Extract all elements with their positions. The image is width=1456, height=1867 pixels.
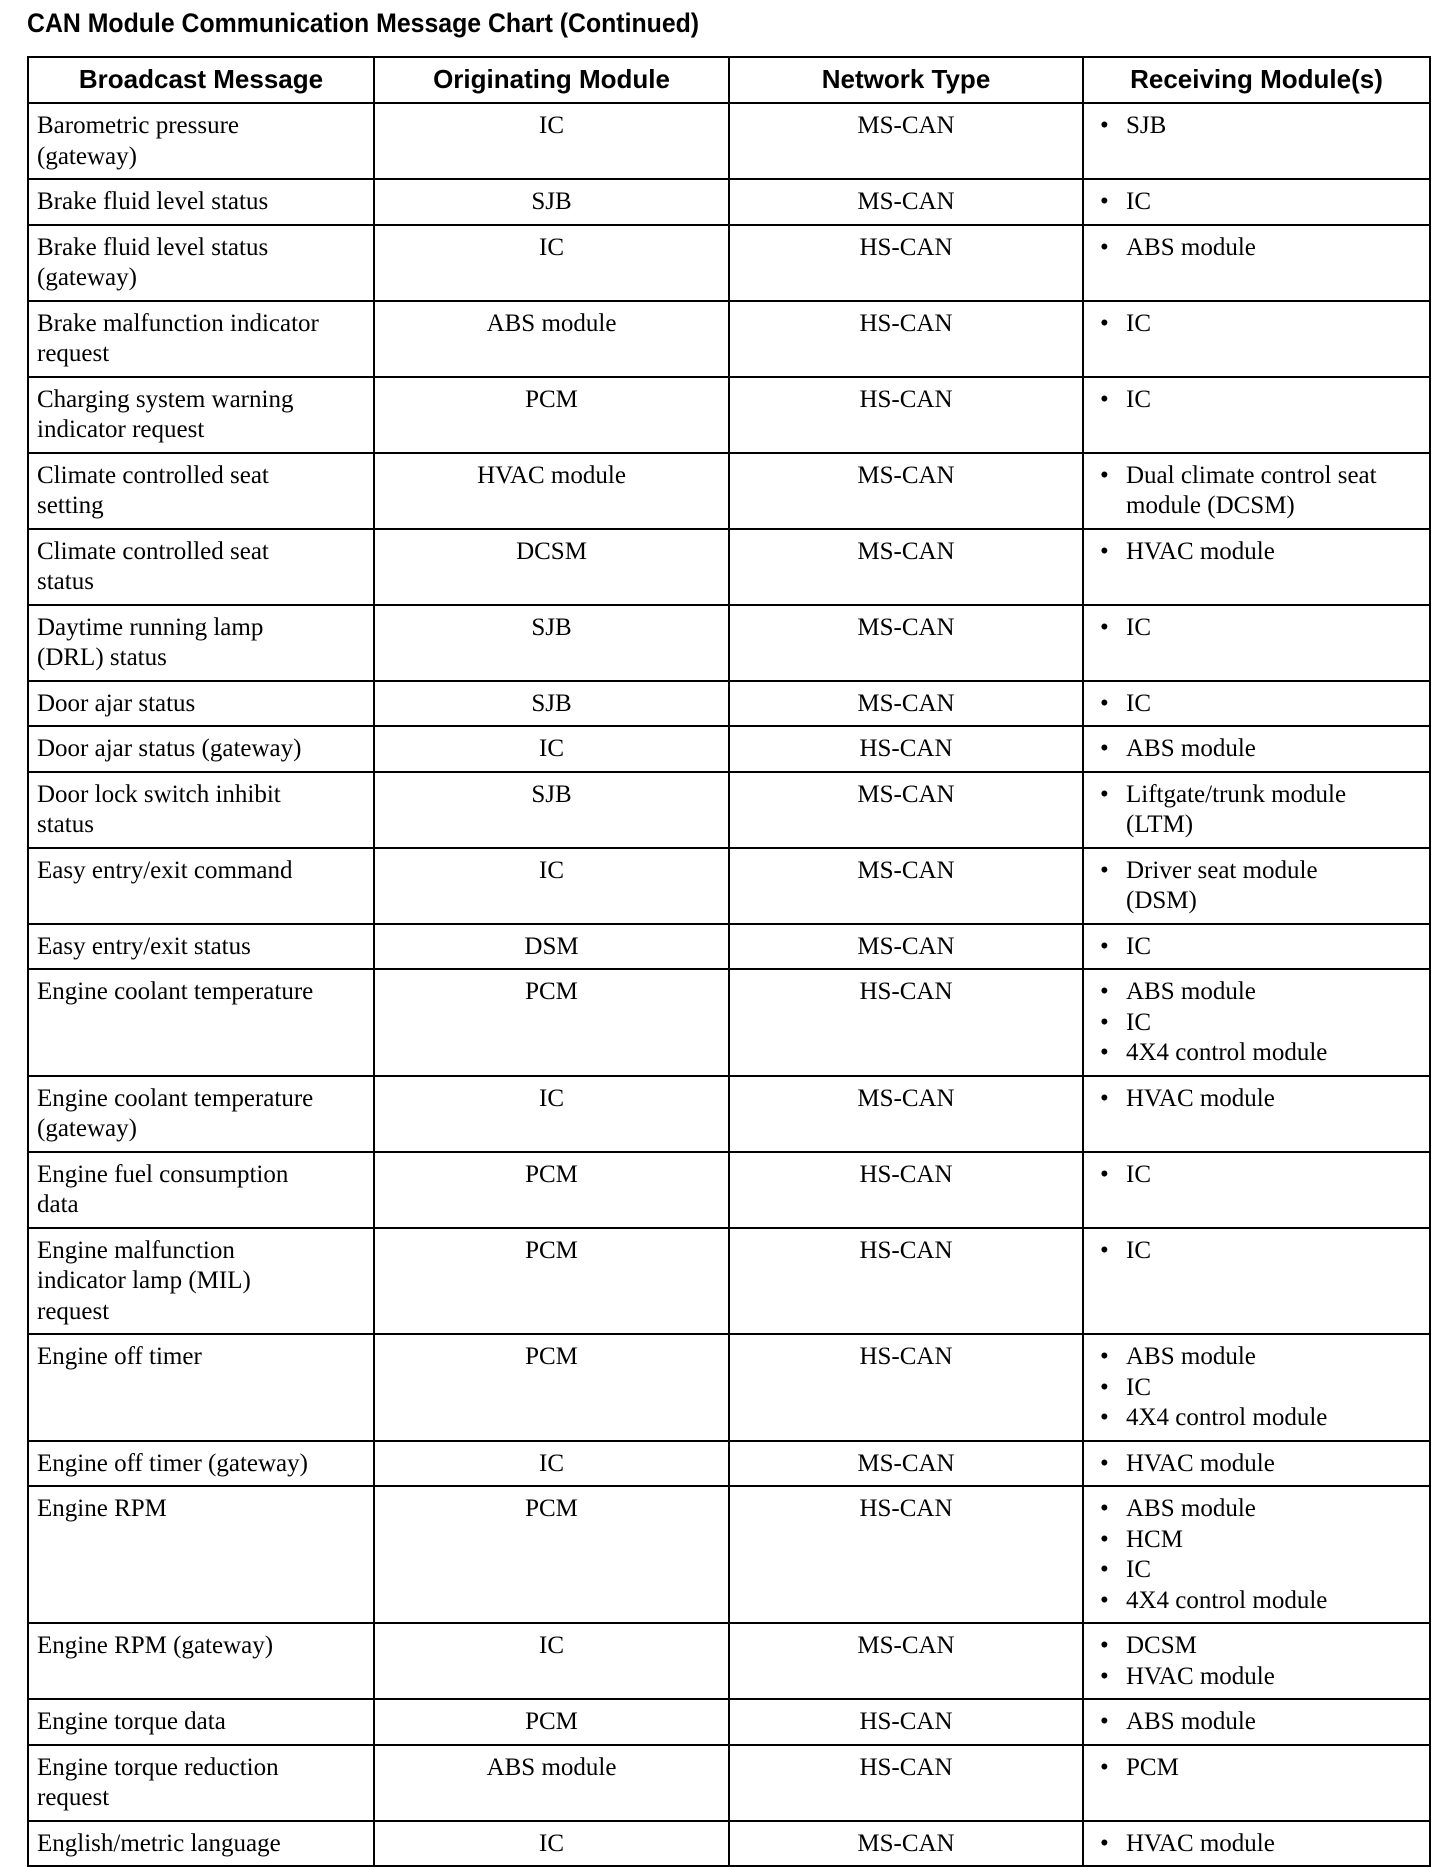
receiver-line: (LTM): [1126, 811, 1194, 838]
receiving-modules-cell: [1083, 1152, 1430, 1228]
receiver-item: [1092, 734, 1421, 765]
network-type-cell: HS-CAN: [729, 726, 1083, 772]
receiver-text: [1126, 187, 1151, 218]
receiver-text: [1126, 537, 1275, 568]
table-row: [28, 924, 1430, 970]
receiving-modules-cell: [1083, 1486, 1430, 1623]
network-type-cell: HS-CAN: [729, 377, 1083, 453]
bullet-icon: •: [1100, 1373, 1109, 1401]
page-title: CAN Module Communication Message Chart (Continued): [27, 8, 700, 38]
network-type-cell: HS-CAN: [729, 1745, 1083, 1821]
receiving-modules-cell: [1083, 529, 1430, 605]
header-broadcast-message: Broadcast Message: [28, 57, 374, 103]
table-row: [28, 1745, 1430, 1821]
receiving-modules-cell: [1083, 605, 1430, 681]
message-line: Engine torque reduction: [37, 1753, 279, 1781]
receiving-modules-cell: [1083, 772, 1430, 848]
receiver-line: IC: [1126, 613, 1151, 641]
receiver-line: IC: [1126, 689, 1151, 717]
receiver-text: [1126, 1753, 1179, 1784]
receiver-item: [1092, 1555, 1421, 1586]
bullet-icon: •: [1100, 1495, 1109, 1522]
bullet-icon: •: [1100, 112, 1109, 139]
message-line: English/metric language: [37, 1829, 281, 1857]
table-row: [28, 103, 1430, 179]
receiver-line: IC: [1126, 1556, 1151, 1583]
receiving-modules-cell: [1083, 1623, 1430, 1699]
originating-module-cell: IC: [374, 103, 729, 179]
bullet-icon: •: [1100, 1662, 1109, 1690]
message-line: (gateway): [37, 264, 137, 291]
message-line: Engine malfunction: [37, 1236, 235, 1264]
receiver-item: [1092, 1236, 1421, 1267]
receiver-text: [1126, 1662, 1275, 1693]
originating-module-cell: SJB: [374, 605, 729, 681]
network-type-cell: HS-CAN: [729, 1334, 1083, 1441]
broadcast-message-cell: [28, 681, 374, 727]
receiver-line: IC: [1126, 1160, 1151, 1188]
receiver-text: [1126, 1008, 1151, 1039]
message-line: status: [37, 568, 94, 595]
bullet-icon: •: [1100, 1753, 1109, 1781]
bullet-icon: •: [1100, 233, 1109, 261]
bullet-icon: •: [1100, 735, 1109, 762]
receiver-text: [1126, 385, 1151, 416]
can-message-table: [27, 56, 1431, 1867]
network-type-cell: MS-CAN: [729, 1623, 1083, 1699]
receiver-item: [1092, 1707, 1421, 1738]
receiver-line: HVAC module: [1126, 537, 1275, 565]
message-line: Brake fluid level status: [37, 188, 269, 215]
receiver-text: [1126, 1449, 1275, 1480]
message-line: (gateway): [37, 1115, 137, 1142]
receiver-item: [1092, 1038, 1421, 1069]
broadcast-message-cell: [28, 1076, 374, 1152]
table-row: [28, 1152, 1430, 1228]
network-type-cell: MS-CAN: [729, 772, 1083, 848]
network-type-cell: MS-CAN: [729, 1821, 1083, 1867]
broadcast-message-cell: [28, 1486, 374, 1623]
receiver-item: [1092, 233, 1421, 264]
receiver-line: HVAC module: [1126, 1662, 1275, 1690]
originating-module-cell: IC: [374, 225, 729, 301]
receiver-line: HVAC module: [1126, 1829, 1275, 1857]
table-row: [28, 453, 1430, 529]
header-network-type: Network Type: [729, 57, 1083, 103]
receiver-line: 4X4 control module: [1126, 1586, 1328, 1614]
receiver-line: 4X4 control module: [1126, 1039, 1328, 1066]
receiver-item: [1092, 1631, 1421, 1662]
receiver-text: [1126, 1038, 1327, 1069]
receiver-line: ABS module: [1126, 735, 1256, 762]
receiver-text: [1126, 233, 1256, 264]
receiver-item: [1092, 461, 1421, 522]
message-line: Engine off timer (gateway): [37, 1449, 308, 1477]
table-row: [28, 1486, 1430, 1623]
originating-module-cell: PCM: [374, 1699, 729, 1745]
message-line: Engine RPM: [37, 1495, 167, 1522]
receiving-modules-cell: [1083, 848, 1430, 924]
table-row: [28, 529, 1430, 605]
receiver-item: [1092, 1160, 1421, 1191]
message-line: indicator lamp (MIL): [37, 1267, 251, 1294]
network-type-cell: MS-CAN: [729, 681, 1083, 727]
receiver-line: IC: [1126, 1236, 1151, 1264]
message-line: Engine coolant temperature: [37, 978, 314, 1005]
receiver-line: IC: [1126, 385, 1151, 413]
originating-module-cell: PCM: [374, 1334, 729, 1441]
network-type-cell: HS-CAN: [729, 225, 1083, 301]
message-line: request: [37, 340, 110, 367]
bullet-icon: •: [1100, 932, 1109, 960]
broadcast-message-cell: [28, 1821, 374, 1867]
message-line: setting: [37, 492, 104, 519]
receiver-line: 4X4 control module: [1126, 1404, 1328, 1431]
table-row: [28, 772, 1430, 848]
receiving-modules-cell: [1083, 1821, 1430, 1867]
message-line: Door ajar status (gateway): [37, 735, 302, 762]
receiver-text: [1126, 1586, 1327, 1617]
receiver-item: [1092, 977, 1421, 1008]
receiver-line: PCM: [1126, 1753, 1179, 1781]
receiving-modules-cell: [1083, 301, 1430, 377]
receiver-item: [1092, 1662, 1421, 1693]
receiver-line: ABS module: [1126, 1495, 1256, 1522]
receiving-modules-cell: [1083, 1334, 1430, 1441]
table-row: [28, 377, 1430, 453]
bullet-icon: •: [1100, 309, 1109, 337]
broadcast-message-cell: [28, 1699, 374, 1745]
receiver-line: HVAC module: [1126, 1084, 1275, 1112]
table-header-row: [28, 57, 1430, 103]
receiver-item: [1092, 111, 1421, 142]
receiver-text: [1126, 856, 1318, 917]
bullet-icon: •: [1100, 461, 1109, 489]
network-type-cell: MS-CAN: [729, 103, 1083, 179]
broadcast-message-cell: [28, 453, 374, 529]
broadcast-message-cell: [28, 726, 374, 772]
originating-module-cell: PCM: [374, 1228, 729, 1335]
message-line: Door ajar status: [37, 689, 196, 717]
receiving-modules-cell: [1083, 1076, 1430, 1152]
broadcast-message-cell: [28, 1228, 374, 1335]
broadcast-message-cell: [28, 377, 374, 453]
header-originating-module: Originating Module: [374, 57, 729, 103]
receiver-text: [1126, 1631, 1197, 1662]
message-line: Engine coolant temperature: [37, 1084, 314, 1112]
broadcast-message-cell: [28, 103, 374, 179]
bullet-icon: •: [1100, 188, 1109, 215]
receiver-item: [1092, 537, 1421, 568]
table-row: [28, 1228, 1430, 1335]
bullet-icon: •: [1100, 1039, 1109, 1066]
message-line: Brake malfunction indicator: [37, 309, 319, 337]
table-row: [28, 179, 1430, 225]
table-row: [28, 301, 1430, 377]
receiver-item: [1092, 1494, 1421, 1525]
receiver-line: SJB: [1126, 112, 1167, 139]
receiving-modules-cell: [1083, 1699, 1430, 1745]
table-row: [28, 1076, 1430, 1152]
message-line: Easy entry/exit status: [37, 932, 251, 960]
broadcast-message-cell: [28, 1745, 374, 1821]
table-row: [28, 1441, 1430, 1487]
receiving-modules-cell: [1083, 681, 1430, 727]
receiver-text: [1126, 461, 1377, 522]
originating-module-cell: DSM: [374, 924, 729, 970]
bullet-icon: •: [1100, 1343, 1109, 1370]
network-type-cell: HS-CAN: [729, 1152, 1083, 1228]
receiver-line: Driver seat module: [1126, 856, 1318, 884]
receiving-modules-cell: [1083, 1745, 1430, 1821]
network-type-cell: MS-CAN: [729, 1076, 1083, 1152]
table-row: [28, 1699, 1430, 1745]
originating-module-cell: PCM: [374, 377, 729, 453]
originating-module-cell: SJB: [374, 681, 729, 727]
network-type-cell: HS-CAN: [729, 1486, 1083, 1623]
network-type-cell: HS-CAN: [729, 1228, 1083, 1335]
receiver-line: HCM: [1126, 1525, 1183, 1553]
bullet-icon: •: [1100, 613, 1109, 641]
originating-module-cell: SJB: [374, 772, 729, 848]
receiver-line: (DSM): [1126, 887, 1197, 914]
receiver-text: [1126, 932, 1151, 963]
receiver-text: [1126, 977, 1256, 1008]
receiver-item: [1092, 1373, 1421, 1404]
table-row: [28, 848, 1430, 924]
broadcast-message-cell: [28, 848, 374, 924]
network-type-cell: MS-CAN: [729, 924, 1083, 970]
broadcast-message-cell: [28, 529, 374, 605]
bullet-icon: •: [1100, 1160, 1109, 1188]
bullet-icon: •: [1100, 1632, 1109, 1659]
broadcast-message-cell: [28, 301, 374, 377]
receiving-modules-cell: [1083, 103, 1430, 179]
message-line: Engine off timer: [37, 1343, 202, 1370]
receiving-modules-cell: [1083, 225, 1430, 301]
originating-module-cell: IC: [374, 848, 729, 924]
receiver-item: [1092, 1342, 1421, 1373]
receiver-item: [1092, 932, 1421, 963]
receiver-item: [1092, 780, 1421, 841]
network-type-cell: HS-CAN: [729, 969, 1083, 1076]
message-line: Engine torque data: [37, 1708, 226, 1735]
receiver-item: [1092, 1586, 1421, 1617]
receiver-line: module (DCSM): [1126, 492, 1295, 519]
receiver-text: [1126, 613, 1151, 644]
receiving-modules-cell: [1083, 924, 1430, 970]
broadcast-message-cell: [28, 1623, 374, 1699]
network-type-cell: HS-CAN: [729, 301, 1083, 377]
message-line: Climate controlled seat: [37, 537, 269, 565]
receiver-item: [1092, 187, 1421, 218]
receiver-text: [1126, 1403, 1327, 1434]
receiving-modules-cell: [1083, 179, 1430, 225]
table-row: [28, 1821, 1430, 1867]
receiver-text: [1126, 689, 1151, 720]
bullet-icon: •: [1100, 856, 1109, 884]
receiver-text: [1126, 1236, 1151, 1267]
receiver-line: IC: [1126, 932, 1151, 960]
receiver-item: [1092, 689, 1421, 720]
broadcast-message-cell: [28, 605, 374, 681]
message-line: request: [37, 1784, 110, 1811]
receiving-modules-cell: [1083, 969, 1430, 1076]
receiver-line: Dual climate control seat: [1126, 461, 1377, 489]
receiver-text: [1126, 1525, 1183, 1556]
bullet-icon: •: [1100, 1084, 1109, 1112]
receiver-line: ABS module: [1126, 1708, 1256, 1735]
header-receiving-modules: Receiving Module(s): [1083, 57, 1430, 103]
bullet-icon: •: [1100, 1556, 1109, 1583]
table-row: [28, 1334, 1430, 1441]
receiver-line: ABS module: [1126, 1343, 1256, 1370]
receiver-item: [1092, 1403, 1421, 1434]
table-row: [28, 225, 1430, 301]
bullet-icon: •: [1100, 780, 1109, 808]
network-type-cell: HS-CAN: [729, 1699, 1083, 1745]
message-line: Daytime running lamp: [37, 613, 264, 641]
receiver-line: Liftgate/trunk module: [1126, 780, 1347, 808]
receiver-line: IC: [1126, 188, 1151, 215]
bullet-icon: •: [1100, 1404, 1109, 1431]
receiver-line: IC: [1126, 1373, 1151, 1401]
table-row: [28, 969, 1430, 1076]
message-line: Charging system warning: [37, 385, 294, 413]
network-type-cell: MS-CAN: [729, 453, 1083, 529]
network-type-cell: MS-CAN: [729, 179, 1083, 225]
originating-module-cell: PCM: [374, 969, 729, 1076]
message-line: Climate controlled seat: [37, 461, 269, 489]
message-line: Barometric pressure: [37, 112, 240, 139]
broadcast-message-cell: [28, 225, 374, 301]
originating-module-cell: IC: [374, 1821, 729, 1867]
receiver-text: [1126, 1373, 1151, 1404]
receiver-text: [1126, 111, 1166, 142]
broadcast-message-cell: [28, 1334, 374, 1441]
bullet-icon: •: [1100, 385, 1109, 413]
receiver-text: [1126, 309, 1151, 340]
table-row: [28, 681, 1430, 727]
table-row: [28, 1623, 1430, 1699]
message-line: status: [37, 811, 94, 838]
receiver-text: [1126, 1342, 1256, 1373]
bullet-icon: •: [1100, 1708, 1109, 1735]
receiving-modules-cell: [1083, 1228, 1430, 1335]
receiver-text: [1126, 1829, 1275, 1860]
table-row: [28, 605, 1430, 681]
receiver-line: IC: [1126, 1008, 1151, 1036]
originating-module-cell: ABS module: [374, 301, 729, 377]
receiver-item: [1092, 385, 1421, 416]
network-type-cell: MS-CAN: [729, 529, 1083, 605]
originating-module-cell: DCSM: [374, 529, 729, 605]
receiving-modules-cell: [1083, 726, 1430, 772]
originating-module-cell: HVAC module: [374, 453, 729, 529]
receiving-modules-cell: [1083, 1441, 1430, 1487]
message-line: indicator request: [37, 416, 205, 443]
receiver-text: [1126, 734, 1256, 765]
originating-module-cell: IC: [374, 1441, 729, 1487]
bullet-icon: •: [1100, 1008, 1109, 1036]
receiver-text: [1126, 1160, 1151, 1191]
broadcast-message-cell: [28, 969, 374, 1076]
receiver-item: [1092, 1084, 1421, 1115]
receiver-line: IC: [1126, 309, 1151, 337]
receiver-line: ABS module: [1126, 233, 1256, 261]
receiver-line: HVAC module: [1126, 1449, 1275, 1477]
receiver-item: [1092, 1829, 1421, 1860]
broadcast-message-cell: [28, 179, 374, 225]
message-line: (gateway): [37, 142, 137, 170]
receiver-text: [1126, 780, 1346, 841]
message-line: Door lock switch inhibit: [37, 780, 281, 808]
message-line: Engine fuel consumption: [37, 1160, 289, 1188]
network-type-cell: MS-CAN: [729, 1441, 1083, 1487]
bullet-icon: •: [1100, 1525, 1109, 1553]
bullet-icon: •: [1100, 1236, 1109, 1264]
receiver-item: [1092, 1449, 1421, 1480]
message-line: Brake fluid level status: [37, 233, 269, 261]
receiver-text: [1126, 1084, 1275, 1115]
originating-module-cell: PCM: [374, 1152, 729, 1228]
receiver-text: [1126, 1707, 1256, 1738]
originating-module-cell: ABS module: [374, 1745, 729, 1821]
receiver-line: ABS module: [1126, 978, 1256, 1005]
receiver-item: [1092, 309, 1421, 340]
message-line: data: [37, 1191, 79, 1218]
message-line: request: [37, 1297, 110, 1325]
network-type-cell: MS-CAN: [729, 848, 1083, 924]
receiver-item: [1092, 1008, 1421, 1039]
receiving-modules-cell: [1083, 377, 1430, 453]
receiver-text: [1126, 1494, 1256, 1525]
bullet-icon: •: [1100, 978, 1109, 1005]
broadcast-message-cell: [28, 1152, 374, 1228]
receiver-item: [1092, 856, 1421, 917]
originating-module-cell: PCM: [374, 1486, 729, 1623]
originating-module-cell: IC: [374, 726, 729, 772]
network-type-cell: MS-CAN: [729, 605, 1083, 681]
originating-module-cell: IC: [374, 1076, 729, 1152]
bullet-icon: •: [1100, 537, 1109, 565]
bullet-icon: •: [1100, 1829, 1109, 1857]
receiver-item: [1092, 1525, 1421, 1556]
message-line: Engine RPM (gateway): [37, 1632, 274, 1659]
broadcast-message-cell: [28, 772, 374, 848]
bullet-icon: •: [1100, 689, 1109, 717]
message-line: Easy entry/exit command: [37, 856, 293, 884]
table-row: [28, 726, 1430, 772]
originating-module-cell: IC: [374, 1623, 729, 1699]
broadcast-message-cell: [28, 1441, 374, 1487]
bullet-icon: •: [1100, 1449, 1109, 1477]
receiver-item: [1092, 1753, 1421, 1784]
message-line: (DRL) status: [37, 644, 167, 671]
receiving-modules-cell: [1083, 453, 1430, 529]
receiver-line: DCSM: [1126, 1632, 1197, 1659]
broadcast-message-cell: [28, 924, 374, 970]
originating-module-cell: SJB: [374, 179, 729, 225]
bullet-icon: •: [1100, 1586, 1109, 1614]
receiver-item: [1092, 613, 1421, 644]
receiver-text: [1126, 1555, 1151, 1586]
